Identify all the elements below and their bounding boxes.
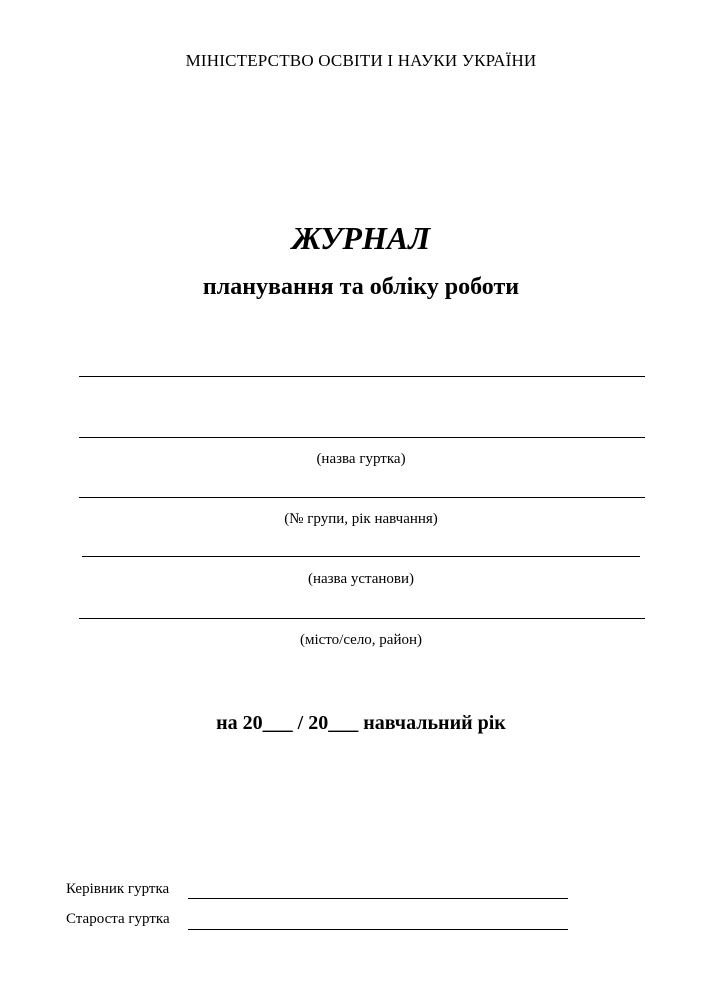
monitor-signature-line[interactable] xyxy=(188,929,568,930)
institution-name-line[interactable] xyxy=(82,556,640,557)
journal-title: ЖУРНАЛ xyxy=(291,220,431,256)
institution-name-caption: (назва установи) xyxy=(307,571,415,587)
ministry-header: МІНІСТЕРСТВО ОСВІТИ І НАУКИ УКРАЇНИ xyxy=(185,51,537,70)
blank-line-1[interactable] xyxy=(79,376,645,377)
leader-row xyxy=(66,881,169,898)
group-number-caption: (№ групи, рік навчання) xyxy=(284,511,438,527)
city-district-caption: (місто/село, район) xyxy=(299,632,423,648)
leader-signature-line[interactable] xyxy=(188,898,568,899)
academic-year: на 20___ / 20___ навчальний рік xyxy=(216,712,506,734)
monitor-label: Староста гуртка xyxy=(66,911,170,927)
leader-label: Керівник гуртка xyxy=(66,881,170,897)
monitor-row xyxy=(66,911,170,928)
group-number-line[interactable] xyxy=(79,497,645,498)
journal-subtitle: планування та обліку роботи xyxy=(202,274,520,300)
club-name-line[interactable] xyxy=(79,437,645,438)
club-name-caption: (назва гуртка) xyxy=(316,451,406,467)
city-district-line[interactable] xyxy=(79,618,645,619)
